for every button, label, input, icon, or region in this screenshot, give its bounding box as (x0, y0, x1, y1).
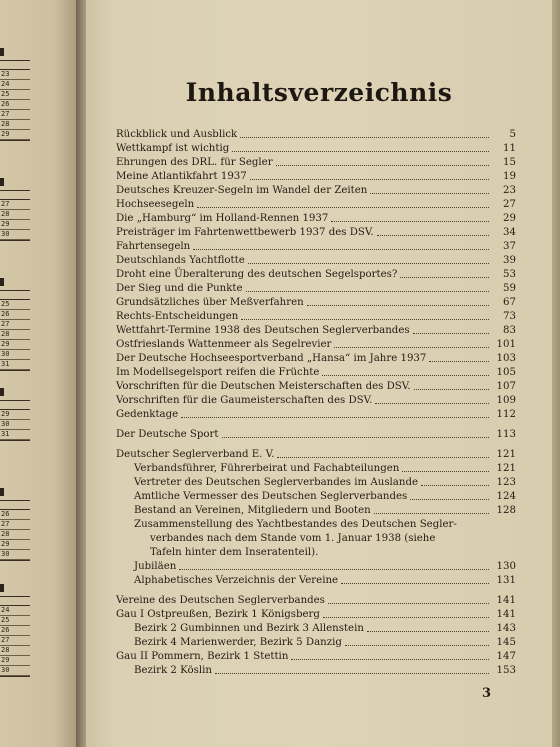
toc-leader-dots (370, 192, 489, 194)
toc-leader-dots (181, 416, 489, 418)
calendar-day: 29 (0, 130, 30, 140)
toc-entry (116, 531, 516, 545)
toc-entry-page: 59 (503, 283, 516, 294)
toc-entry (116, 309, 516, 323)
toc-entry-page: 143 (496, 623, 516, 634)
toc-entry-title: Die „Hamburg“ im Holland-Rennen 1937 (116, 213, 329, 224)
toc-entry-title: Meine Atlantikfahrt 1937 (116, 171, 247, 182)
toc-leader-dots (375, 402, 489, 404)
toc-entry-title: Rückblick und Ausblick (116, 129, 238, 140)
toc-entry (116, 141, 516, 155)
calendar-day: 28 (0, 530, 30, 540)
toc-entry (116, 323, 516, 337)
calendar-day: 30 (0, 230, 30, 240)
toc-entry-page: 105 (496, 367, 516, 378)
toc-leader-dots (215, 672, 489, 674)
toc-entry-title: Deutschlands Yachtflotte (116, 255, 245, 266)
toc-entry (116, 239, 516, 253)
toc-entry-page: 103 (496, 353, 516, 364)
calendar-day: 26 (0, 510, 30, 520)
toc-entry-title: Fahrtensegeln (116, 241, 191, 252)
calendar-day: 25 (0, 90, 30, 100)
toc-entry (116, 281, 516, 295)
calendar-day: 30 (0, 666, 30, 676)
toc-entry (116, 649, 516, 663)
toc-leader-dots (331, 220, 489, 222)
toc-entry-title: Alphabetisches Verzeichnis der Vereine (134, 575, 339, 586)
toc-entry (116, 503, 516, 517)
toc-entry-title: Bezirk 4 Marienwerder, Bezirk 5 Danzig (134, 637, 342, 648)
calendar-day: 27 (0, 520, 30, 530)
calendar-header (0, 191, 30, 200)
toc-entry-page: 101 (496, 339, 516, 350)
toc-entry-title: Deutscher Seglerverband E. V. (116, 449, 275, 460)
toc-entry (116, 559, 516, 573)
toc-entry-title: Gedenktage (116, 409, 179, 420)
toc-entry (116, 635, 516, 649)
toc-entry-title: Gau I Ostpreußen, Bezirk 1 Königsberg (116, 609, 320, 620)
toc-leader-dots (240, 136, 489, 138)
toc-entry-page: 23 (503, 185, 516, 196)
toc-entry-page: 145 (496, 637, 516, 648)
toc-leader-dots (345, 644, 489, 646)
calendar-day: 31 (0, 360, 30, 370)
calendar-day: 29 (0, 656, 30, 666)
toc-entry (116, 517, 516, 531)
calendar-day: 29 (0, 410, 30, 420)
toc-entry (116, 475, 516, 489)
toc-entry (116, 351, 516, 365)
toc-entry-title: Vorschriften für die Gaumeisterschaften des DSV. (116, 395, 373, 406)
calendar-column (0, 400, 30, 441)
toc-entry-page: 153 (496, 665, 516, 676)
toc-leader-dots (341, 582, 489, 584)
calendar-marker (0, 388, 4, 396)
calendar-day: 27 (0, 320, 30, 330)
toc-entry-title: Wettfahrt-Termine 1938 des Deutschen Seglerverbandes (116, 325, 410, 336)
toc-leader-dots (377, 234, 489, 236)
toc-entry-page: 5 (509, 129, 516, 140)
calendar-day: 28 (0, 330, 30, 340)
toc-leader-dots (246, 290, 489, 292)
toc-leader-dots (328, 602, 489, 604)
calendar-day: 25 (0, 616, 30, 626)
toc-leader-dots (402, 470, 489, 472)
toc-entry (116, 607, 516, 621)
calendar-header (0, 401, 30, 410)
toc-entry-page: 141 (496, 595, 516, 606)
toc-entry (116, 267, 516, 281)
toc-entry (116, 393, 516, 407)
toc-entry-title: Der Deutsche Sport (116, 429, 219, 440)
toc-leader-dots (307, 304, 489, 306)
toc-entry-title: verbandes nach dem Stande vom 1. Januar 1938 (siehe (150, 533, 436, 544)
calendar-column (0, 60, 30, 141)
toc-entry-title: Ehrungen des DRL. für Segler (116, 157, 273, 168)
calendar-day: 25 (0, 300, 30, 310)
calendar-column (0, 596, 30, 677)
toc-entry (116, 663, 516, 677)
toc-entry-page: 130 (496, 561, 516, 572)
toc-entry-title: Hochseesegeln (116, 199, 195, 210)
toc-leader-dots (400, 276, 489, 278)
toc-entry-title: Deutsches Kreuzer-Segeln im Wandel der Zeiten (116, 185, 368, 196)
calendar-header (0, 291, 30, 300)
calendar-day: 30 (0, 420, 30, 430)
toc-entry-title: Bezirk 2 Köslin (134, 665, 212, 676)
toc-entry-page: 19 (503, 171, 516, 182)
toc-entry (116, 447, 516, 461)
calendar-header (0, 501, 30, 510)
toc-leader-dots (374, 512, 489, 514)
toc-entry (116, 365, 516, 379)
calendar-header (0, 61, 30, 70)
toc-leader-dots (413, 332, 489, 334)
calendar-column (0, 290, 30, 371)
calendar-day: 27 (0, 110, 30, 120)
toc-entry-page: 34 (503, 227, 516, 238)
toc-entry-title: Amtliche Vermesser des Deutschen Seglerverbandes (134, 491, 408, 502)
toc-entry (116, 427, 516, 441)
toc-leader-dots (250, 178, 489, 180)
toc-entry-page: 124 (496, 491, 516, 502)
toc-leader-dots (277, 456, 489, 458)
calendar-day: 26 (0, 626, 30, 636)
toc-entry (116, 127, 516, 141)
toc-leader-dots (414, 388, 489, 390)
calendar-day: 28 (0, 646, 30, 656)
calendar-marker (0, 488, 4, 496)
toc-entry (116, 337, 516, 351)
toc-entry (116, 621, 516, 635)
toc-leader-dots (179, 568, 489, 570)
toc-leader-dots (197, 206, 489, 208)
toc-entry-page: 109 (496, 395, 516, 406)
toc-leader-dots (241, 318, 489, 320)
toc-leader-dots (322, 374, 489, 376)
toc-entry-title: Verbandsführer, Führerbeirat und Fachabteilungen (134, 463, 400, 474)
toc-entry-title: Grundsätzliches über Meßverfahren (116, 297, 304, 308)
left-page-calendar (0, 0, 78, 747)
calendar-day: 29 (0, 340, 30, 350)
toc-entry-page: 11 (503, 143, 516, 154)
calendar-column (0, 190, 30, 241)
toc-leader-dots (334, 346, 489, 348)
toc-entry-page: 128 (496, 505, 516, 516)
toc-entry-page: 67 (503, 297, 516, 308)
calendar-day: 27 (0, 200, 30, 210)
toc-entry (116, 407, 516, 421)
toc-leader-dots (193, 248, 489, 250)
page-edge (552, 0, 560, 747)
toc-entry-title: Vereine des Deutschen Seglerverbandes (116, 595, 325, 606)
toc-entry-title: Wettkampf ist wichtig (116, 143, 230, 154)
calendar-day: 26 (0, 310, 30, 320)
toc-entry-title: Gau II Pommern, Bezirk 1 Stettin (116, 651, 289, 662)
toc-leader-dots (367, 630, 489, 632)
toc-entry-title: Vertreter des Deutschen Seglerverbandes im Auslande (134, 477, 418, 488)
calendar-day: 31 (0, 430, 30, 440)
page-number: 3 (482, 686, 492, 701)
calendar-day: 24 (0, 80, 30, 90)
toc-entry-page: 121 (496, 463, 516, 474)
calendar-day: 29 (0, 220, 30, 230)
toc-entry-title: Ostfrieslands Wattenmeer als Segelrevier (116, 339, 332, 350)
toc-leader-dots (291, 658, 489, 660)
toc-entry-page: 112 (496, 409, 516, 420)
toc-leader-dots (222, 436, 489, 438)
calendar-day: 26 (0, 100, 30, 110)
toc-leader-dots (410, 498, 489, 500)
calendar-day: 24 (0, 606, 30, 616)
toc-entry-title: Rechts-Entscheidungen (116, 311, 239, 322)
toc-entry-page: 131 (496, 575, 516, 586)
toc-entry-page: 29 (503, 213, 516, 224)
toc-entry-title: Bezirk 2 Gumbinnen und Bezirk 3 Allenstein (134, 623, 364, 634)
calendar-day: 23 (0, 70, 30, 80)
toc-leader-dots (232, 150, 489, 152)
calendar-day: 27 (0, 636, 30, 646)
toc-entry-page: 83 (503, 325, 516, 336)
calendar-marker (0, 48, 4, 56)
toc-entry (116, 295, 516, 309)
toc-entry-title: Droht eine Überalterung des deutschen Segelsportes? (116, 269, 398, 280)
calendar-day: 30 (0, 550, 30, 560)
toc-entry-page: 73 (503, 311, 516, 322)
calendar-marker (0, 278, 4, 286)
toc-entry (116, 573, 516, 587)
toc-entry (116, 169, 516, 183)
toc-leader-dots (421, 484, 489, 486)
toc-entry-title: Der Deutsche Hochseesportverband „Hansa“ im Jahre 1937 (116, 353, 427, 364)
toc-entry (116, 225, 516, 239)
toc-leader-dots (276, 164, 489, 166)
toc-entry-page: 141 (496, 609, 516, 620)
toc-entry-title: Zusammenstellung des Yachtbestandes des Deutschen Segler- (134, 519, 457, 530)
toc-entry (116, 593, 516, 607)
page-title: Inhaltsverzeichnis (185, 78, 453, 107)
toc-entry-page: 113 (496, 429, 516, 440)
toc-entry-page: 39 (503, 255, 516, 266)
toc-entry-page: 27 (503, 199, 516, 210)
toc-entry-title: Jubiläen (134, 561, 177, 572)
calendar-marker (0, 178, 4, 186)
toc-page (86, 0, 552, 747)
toc-entry (116, 379, 516, 393)
toc-entry (116, 253, 516, 267)
toc-entry (116, 211, 516, 225)
toc-entry-page: 121 (496, 449, 516, 460)
toc-entry-page: 123 (496, 477, 516, 488)
toc-leader-dots (429, 360, 489, 362)
toc-entry-page: 53 (503, 269, 516, 280)
calendar-day: 28 (0, 120, 30, 130)
toc-leader-dots (323, 616, 489, 618)
toc-entry-title: Vorschriften für die Deutschen Meisterschaften des DSV. (116, 381, 411, 392)
toc-entry (116, 545, 516, 559)
toc-entry-title: Tafeln hinter dem Inseratenteil). (150, 547, 319, 558)
toc-entry (116, 183, 516, 197)
toc-entry-page: 107 (496, 381, 516, 392)
toc-entry-title: Preisträger im Fahrtenwettbewerb 1937 des DSV. (116, 227, 374, 238)
toc-entry (116, 461, 516, 475)
calendar-marker (0, 584, 4, 592)
toc-entry-page: 37 (503, 241, 516, 252)
toc-entry-page: 15 (503, 157, 516, 168)
calendar-column (0, 500, 30, 561)
calendar-day: 30 (0, 350, 30, 360)
toc-leader-dots (248, 262, 489, 264)
toc-entry-title: Bestand an Vereinen, Mitgliedern und Booten (134, 505, 371, 516)
toc-entry-title: Der Sieg und die Punkte (116, 283, 243, 294)
toc-entry-page: 147 (496, 651, 516, 662)
toc-entry-title: Im Modellsegelsport reifen die Früchte (116, 367, 320, 378)
calendar-day: 29 (0, 540, 30, 550)
calendar-header (0, 597, 30, 606)
toc-entry (116, 197, 516, 211)
toc-entry (116, 489, 516, 503)
toc-entry (116, 155, 516, 169)
calendar-day: 28 (0, 210, 30, 220)
